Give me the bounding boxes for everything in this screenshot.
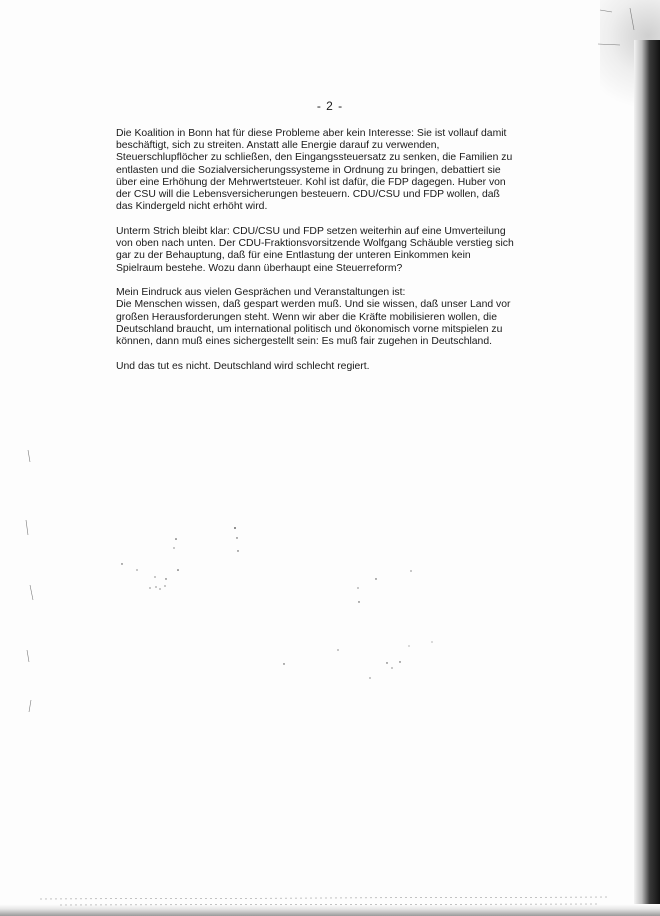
paragraph-redistribution: Unterm Strich bleibt klar: CDU/CSU und FDP setzen weiterhin auf eine Umverteilung von oben nach unten. Der CDU-Fraktionsvorsitzende Wolfgang Schäuble verstieg sich gar zu der Behauptung, daß für eine Entlastung der unteren Einkommen kein Spielraum bestehe. Wozu dann überhaupt eine Steuerreform? (116, 225, 514, 274)
paragraph-impression: Mein Eindruck aus vielen Gesprächen und Veranstaltungen ist: Die Menschen wissen, daß gespart werden muß. Und sie wissen, daß unser Land vor großen Herausforderungen steht. Wenn wir aber die Kräfte mobilisieren wollen, die Deutschland braucht, um international politisch und ökonomisch vorne mitspielen zu können, dann muß eines sichergestellt sein: Es muß fair zugehen in Deutschland. (116, 287, 511, 348)
paragraph-conclusion: Und das tut es nicht. Deutschland wird schlecht regiert. (116, 360, 370, 372)
paragraph-coalition: Die Koalition in Bonn hat für diese Probleme aber kein Interesse: Sie ist vollauf damit beschäftigt, sich zu streiten. Anstatt alle Energie darauf zu verwenden, Steuerschlupflöcher zu schließen, den Eingangssteuersatz zu senken, die Familien zu entlasten und die Sozialversicherungssysteme in Ordnung zu bringen, debattiert sie über eine Erhöhung der Mehrwertsteuer. Kohl ist dafür, die FDP dagegen. Huber von der CSU will die Lebensversicherungen besteuern. CDU/CSU und FDP wollen, daß das Kindergeld nicht erhöht wird. (116, 128, 513, 213)
page-number: - 2 - (316, 99, 344, 113)
